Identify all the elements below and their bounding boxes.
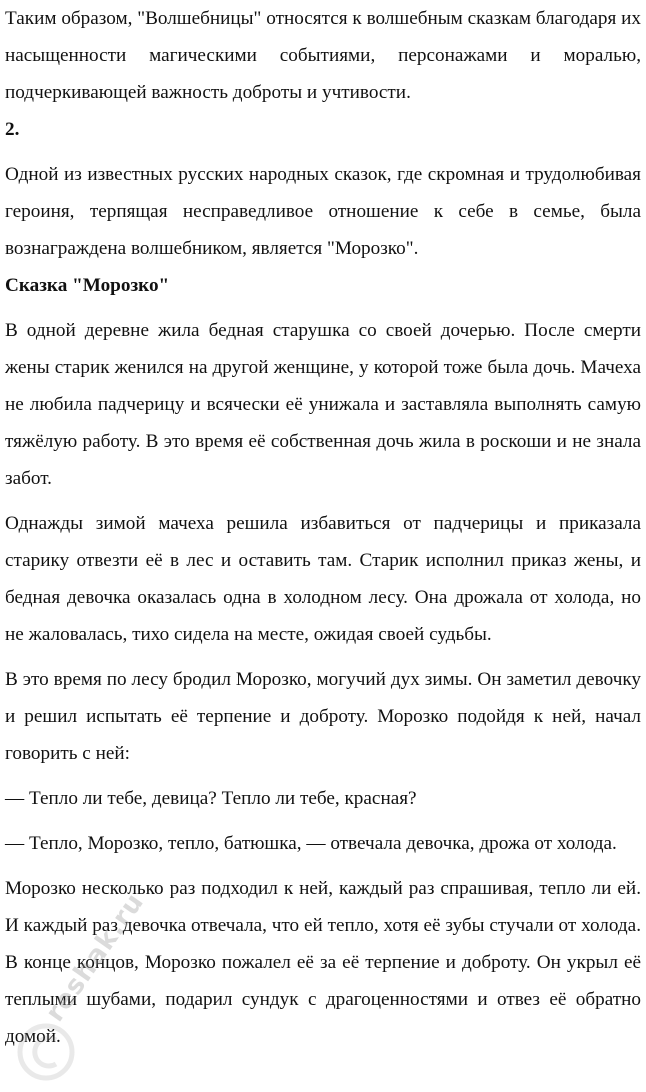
story-heading: Сказка "Морозко" [5, 275, 170, 296]
paragraph-conclusion: Таким образом, "Волшебницы" относятся к волшебным сказкам благодаря их насыщенности магическими событиями, персонажами и моралью, подчеркивающей важность доброты и учтивости. [5, 8, 641, 103]
dialogue-question: — Тепло ли тебе, девица? Тепло ли тебе, красная? [5, 788, 417, 809]
dialogue-answer: — Тепло, Морозко, тепло, батюшка, — отвечала девочка, дрожа от холода. [5, 833, 617, 854]
paragraph-story-2: Однажды зимой мачеха решила избавиться от падчерицы и приказала старику отвезти её в лес и оставить там. Старик исполнил приказ жены, и бедная девочка оказалась одна в холодном лесу. Она дрожала от холода, но не жаловалась, тихо сидела на месте, ожидая своей судьбы. [5, 513, 641, 645]
section-number: 2. [5, 119, 20, 140]
paragraph-intro-morozko: Одной из известных русских народных сказок, где скромная и трудолюбивая героиня, терпящая несправедливое отношение к себе в семье, была вознаграждена волшебником, является "Морозко". [5, 164, 641, 259]
paragraph-story-4: Морозко несколько раз подходил к ней, каждый раз спрашивая, тепло ли ей. И каждый раз девочка отвечала, что ей тепло, хотя её зубы стучали от холода. В конце концов, Морозко пожалел её за её терпение и доброту. Он укрыл её теплыми шубами, подарил сундук с драгоценностями и отвез её обратно домой. [5, 878, 641, 1047]
watermark-text: reshak.ru [40, 887, 151, 1028]
paragraph-story-1: В одной деревне жила бедная старушка со своей дочерью. После смерти жены старик женился на другой женщине, у которой тоже была дочь. Мачеха не любила падчерицу и всячески её унижала и заставляла выполнять самую тяжёлую работу. В это время её собственная дочь жила в роскоши и не знала забот. [5, 320, 641, 489]
paragraph-story-3: В это время по лесу бродил Морозко, могучий дух зимы. Он заметил девочку и решил испытать её терпение и доброту. Морозко подойдя к ней, начал говорить с ней: [5, 669, 641, 764]
document-page [5, 0, 641, 1055]
